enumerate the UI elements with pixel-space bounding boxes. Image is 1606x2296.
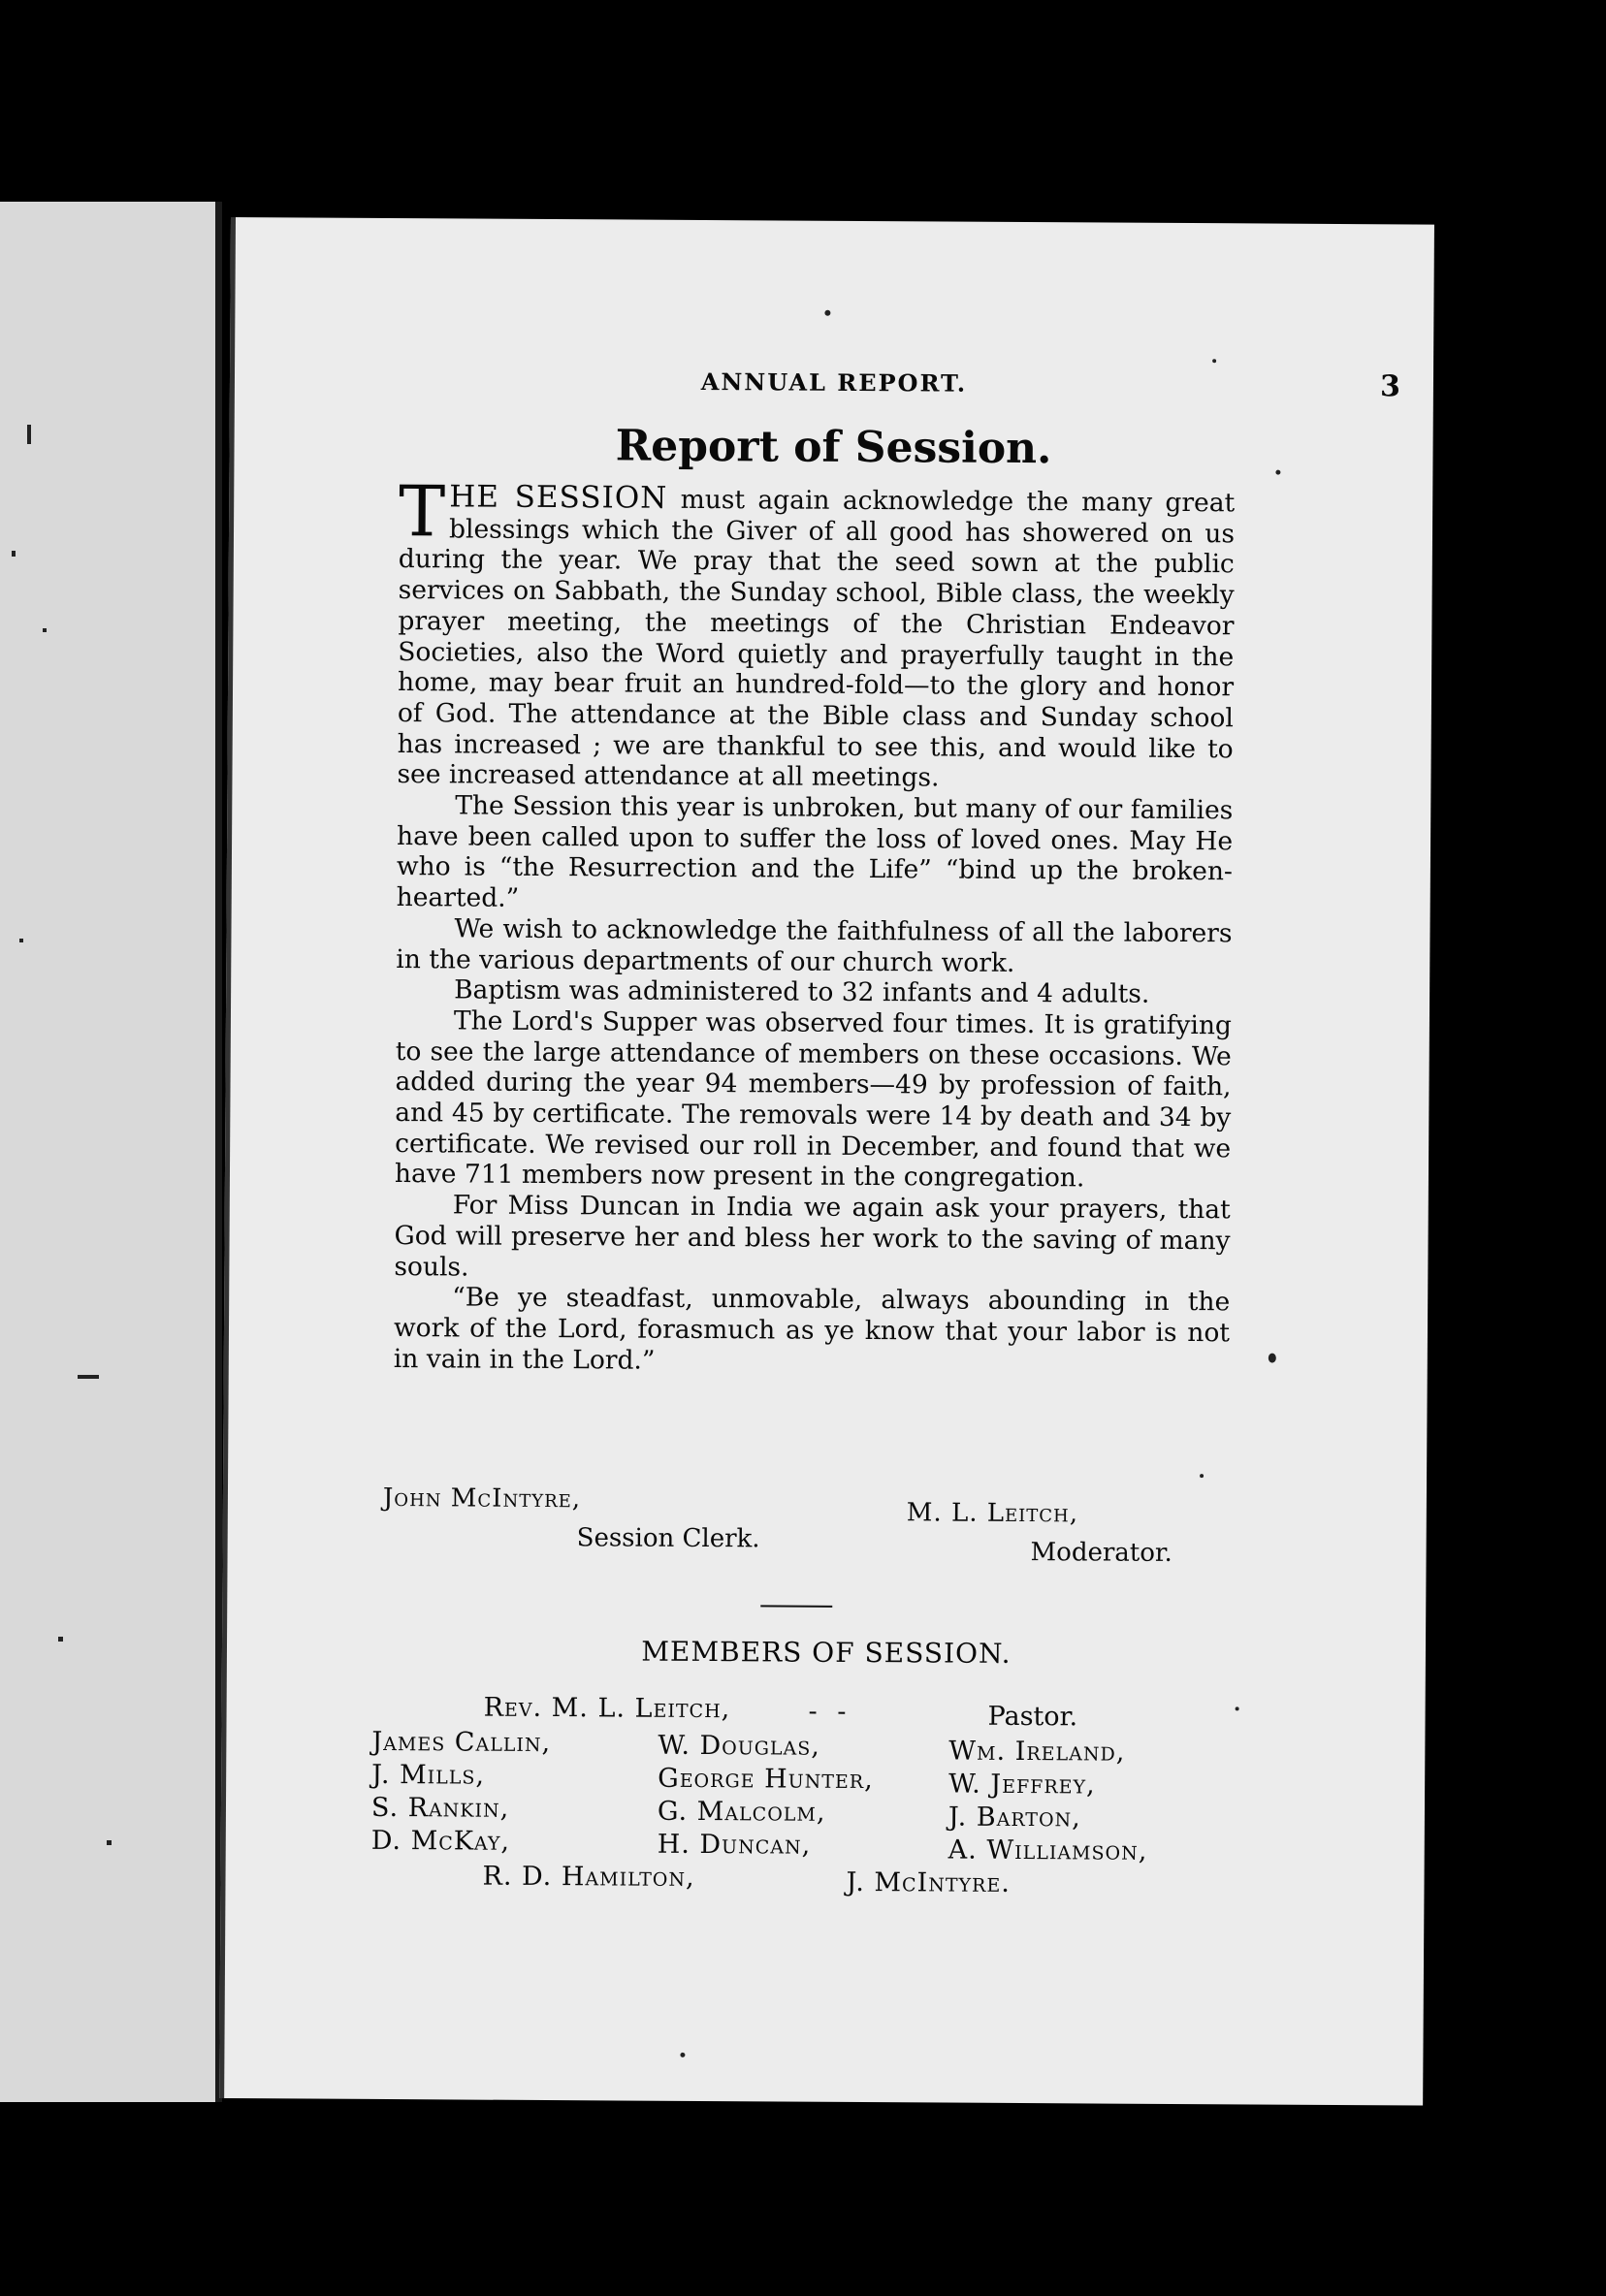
member-name: G. Malcolm, (657, 1796, 826, 1828)
opening-caps: HE SESSION (449, 479, 668, 516)
member-name: D. McKay, (370, 1825, 511, 1857)
drop-cap: T (398, 470, 446, 553)
clerk-name: John McIntyre, (382, 1483, 582, 1515)
report-paragraph: We wish to acknowledge the faithfulness of all the laborers in the various departments of our church work. (396, 913, 1233, 978)
members-heading: MEMBERS OF SESSION. (641, 1635, 1012, 1670)
clerk-role: Session Clerk. (576, 1523, 760, 1554)
pastor-dashes: - - (808, 1696, 852, 1727)
member-name: W. Jeffrey, (948, 1769, 1096, 1801)
report-paragraph: The Lord's Supper was observed four times. It is gratifying to see the large attendance of members on these occasions. We added during the year 94 members—49 by profession of faith, and 45 by certificate. The removals were 14 by death and 34 by certificate. We revised our roll in December, and found that we have 711 members now present in the congregation. (394, 1005, 1233, 1194)
report-paragraph: The Session this year is unbroken, but many of our families have been called upon to suffer the loss of loved ones. May He who is “the Resurrection and the Life” “bind up the broken-hearted.” (396, 790, 1234, 913)
report-title: Report of Session. (615, 421, 1052, 474)
report-paragraph: For Miss Duncan in India we again ask your prayers, that God will preserve her and bless her work to the saving of many souls. (394, 1190, 1231, 1283)
member-name: A. Williamson, (948, 1834, 1148, 1866)
report-paragraph: “Be ye steadfast, unmovable, always abounding in the work of the Lord, forasmuch as ye know that your labor is not in vain in the Lord.” (393, 1282, 1231, 1376)
member-name: J. Mills, (371, 1759, 486, 1791)
member-name: James Callin, (371, 1726, 552, 1759)
page-number: 3 (1379, 369, 1401, 404)
report-paragraph (397, 470, 1236, 795)
pastor-role: Pastor. (987, 1701, 1078, 1733)
report-body (393, 470, 1236, 1380)
member-name: Wm. Ireland, (948, 1736, 1126, 1768)
document-page (219, 217, 1434, 2106)
member-name: J. Barton, (948, 1802, 1081, 1834)
member-name: J. McIntyre. (846, 1866, 1011, 1898)
member-name: W. Douglas, (658, 1730, 821, 1762)
moderator-name: M. L. Leitch, (906, 1498, 1079, 1529)
section-divider (760, 1605, 832, 1607)
member-name: George Hunter, (658, 1763, 874, 1796)
moderator-role: Moderator. (1030, 1538, 1172, 1568)
member-name: H. Duncan, (657, 1829, 812, 1861)
opening-text: must again acknowledge the many great blessings which the Giver of all good has showered on us during the year. We pray that the seed sown at the public services on Sabbath, the Sunday school, Bible class, the weekly prayer meeting, the meetings of the Christian Endeavor Societies, also the Word quietly and prayerfully taught in the home, may bear fruit an hundred-fold—to the glory and honor of God. The attendance at the Bible class and Sunday school has increased ; we are thankful to see this, and would like to see increased attendance at all meetings. (397, 484, 1236, 793)
running-head: ANNUAL REPORT. (700, 367, 968, 398)
report-paragraph: Baptism was administered to 32 infants and 4 adults. (454, 974, 1150, 1010)
member-name: R. D. Hamilton, (482, 1861, 695, 1893)
signature-block (382, 1483, 1237, 1585)
facing-page-edge (0, 202, 222, 2102)
pastor-name: Rev. M. L. Leitch, (483, 1692, 731, 1725)
member-name: S. Rankin, (370, 1792, 510, 1824)
